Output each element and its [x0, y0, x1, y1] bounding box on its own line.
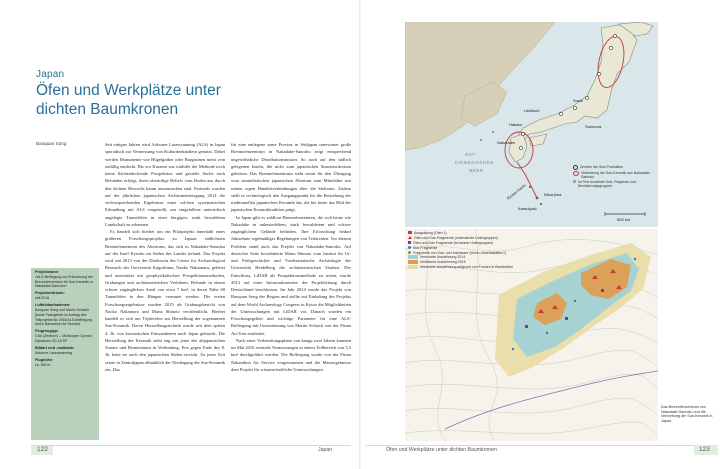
sea-label: OST- [465, 152, 478, 157]
footer-rule-left [31, 445, 351, 446]
project-info-item [35, 346, 96, 356]
paragraph: für eine entlegene arme Provinz in Südjapan unerwartet große Brennofenzentrum in Nakadake-Sanroku zeigt entsprechend ungewöhnliche Distributionsmuster. So auch auf den südlich gelegenen Inseln, die nicht zum japanischen Staatsterritorium gehörten. Das Brennofenzentrum steht somit für den Übergang vom zentralistischen japanischen Altertum zum Mittelalter mit seinen regen Handelsverbindungen über die Südroute. Zudem stellt es technologisch den Ausgangspunkt für die Entstehung der traditionellen japanischen Keramik dar, die bis heute das Bild der japanischen Keramiktradition prägt. [231, 142, 351, 213]
project-info-item [35, 329, 96, 343]
project-info-heading: Flughöhe: [35, 358, 54, 363]
island-chain-label: Ryukyu-Inseln [506, 183, 527, 201]
excavation-icon [408, 231, 412, 234]
legend-item: Verifizierte Ausdehnung 2015 [408, 260, 526, 264]
place-label: Kikai-jima [544, 192, 562, 197]
page-number-left: 122 [37, 446, 48, 453]
legend-item: Fragmente von Sue- und Irdenware (Wohn-/Arbeitsstätten?) [408, 251, 526, 255]
map-legend-bottom [408, 231, 526, 270]
triangle-marker-icon [408, 236, 412, 239]
project-info-heading: Flugzeugtyp: [35, 329, 59, 334]
section-kicker: Japan [36, 69, 65, 80]
legend-item: Zentren der Sue-Produktion [573, 165, 655, 170]
dot-marker-icon [408, 251, 411, 254]
paragraph: In Japan gibt es zahllose Brennofenzentren, die sich heute wie Nakadake in unbesiedeltem, stark bewaldetem und schwer zugänglichem Gelände befinden. Ihre Erforschung bedarf Jahrzehnte regelmäßiger Begehungen von Teilarealen. Vor diesem Problem stand auch das Projekt von Nakadake-Sanroku. Auf deutscher Seite koordinierte Maria Shinoto vom Institut für Ur- und Frühgeschichte und Vorderasiatische Archäologie der Universität Heidelberg die archäometrischen Studien. Der Entschluss, LiDAR als Prospektionsmethode zu testen, wurde 2013 auf einer Informationsreise der Projektleitung durch Deutschland beschlossen. Im Jahr 2014 wurde das Projekt von Baoquan Song der Region und stellte auf Einladung des Projekts auf dem World Archaeology Congress in Kyoto die Möglichkeiten der Untersuchungen mit LiDAR vor. Danach wurden ein Forschungsgebiet und wichtige Parameter für eine ALS-Befliegung mit Unterstützung von Martin Schaich von der Firma ArcTron erarbeitet. [231, 214, 351, 336]
legend-item: Öfen und Sue-Fragmente (benannte Untergruppen) [408, 241, 526, 245]
project-info-text: Baoquan Song und Martin Schaich (beide Fachgebiet im Auftrag des Teilprojekts bis 2018 ALS-Befliegung durch Nakanihon Air Service) [35, 308, 92, 327]
place-label: Kamuiyaki [518, 206, 537, 211]
swatch-2014 [408, 255, 418, 259]
place-label: Ushikubi [524, 108, 540, 113]
legend-item: Öfen und Sue-Fragmente (unbenannte Untergruppen) [408, 236, 526, 240]
place-label: Nakadake [497, 140, 516, 145]
paragraph: Es handelt sich hierbei um ein Pilotprojekt innerhalb eines größeren Forschungsprojekts zu Japans südlichsten Brennofenzentren des Altertums, das sich in Nakadake-Sanroku auf der Insel Kyushu im Süden des Landes befand. Das Projekt wird seit 2013 von der Direktorin des Center for Archaeological Research der Universität Kagoshima, Naoko Nakamura, geleitet und unterstützt mit geophysikalischen Prospektionsmethoden, Grabungen und archäometrischen Verfahren. Befunde in einem schwer zugänglichen Areal von etwa 7 km², in deren Nähe 60 Tunnelöfen in den Hängen vermutet werden. Die ersten Forschungsergebnisse wurden 2015 als Grabungsbericht von Naoko Nakamura und Maria Shinoto veröffentlicht. Hierbei handelt es sich um Töpferöfen zur Herstellung der sogenannten Sue-Keramik. Deren Herstellungstechnik wurde seit dem späten 4. Jh. von koreanischen Einwanderern nach Japan gebracht. Die Herstellung der Keramik steht eng mit jener des altjapanischen Staates und Beamtentum in Verbindung. Erst gegen Ende des 8. Jh. hatte sie auch den japanischen Süden erreicht. Zu jener Zeit setzte in Zentraljapan allmählich der Niedergang der Sue-Keramik ein. Das [105, 229, 225, 372]
sea-label: CHINESISCHES [455, 160, 494, 165]
legend-item: Vermutete Ausdehnung 2014 [408, 255, 526, 259]
project-info-box [31, 268, 99, 440]
project-info-heading: Projektzeitraum: [35, 291, 65, 296]
sea-label: MEER [469, 168, 484, 173]
page-number-right: 123 [699, 446, 710, 453]
square-marker-icon [408, 241, 411, 244]
place-label: Hakata [509, 122, 522, 127]
project-info-heading: Projektname: [35, 270, 60, 274]
legend-item: Im Text erwähnte Orte, Regionen und Bevölkerungsgruppen [573, 180, 655, 188]
running-head-right: Öfen und Werkplätze unter dichten Baumkronen [386, 447, 497, 453]
project-info-item [35, 291, 96, 301]
dot-marker-icon [408, 246, 411, 249]
project-info-text: seit 2016 [35, 296, 50, 301]
project-info-heading: Luftbildaufnahmen: [35, 303, 71, 308]
swatch-2015 [408, 260, 418, 264]
paragraph: Seit einigen Jahren wird Airborne Laserscanning (ALS) in Japan sporadisch zur Vermessung von Kulturdenkmälern genutzt. Dabei werden Monumente wie Hügelgräber oder Burgruinen meist rein zufällig entdeckt. Bis vor Kurzem war mithilfe der Methode noch keine flächendeckende Prospektion und gezielte Suche nach Befunden erfolgt, deren oberirdige Reliefs vom Boden aus durch den dichten Bewuchs kaum auszumachen sind. Erstmals wurden auf der jährlichen japanischen Archäometrietagung 2014 die vielversprechenden Ergebnisse einer solchen systematischen Erkundung mit ALS vorgestellt, um eingefallene unterirdisch angelegte Tunnelöfen in einer bergigen, stark bewaldeten Landschaft zu erkennen. [105, 142, 225, 227]
place-label: Sueki [573, 98, 584, 103]
project-info-text: »ALS-Befliegung zur Erforschung der Brennofenzentren für Sue-Keramik in Nakadake-Sanroku« [35, 275, 93, 289]
project-info-text: ca. 500 m [35, 363, 51, 368]
swatch-bachbetten [408, 265, 418, 269]
project-info-text: GIAI (Zentrum) – Multicopter Gyrotor Dynamics GD-16 SP [35, 334, 92, 343]
chapter-title: Öfen und Werkplätze unter dichten Baumkronen [36, 82, 221, 118]
legend-item: Sue-Fragmente [408, 246, 526, 250]
paragraph: Nach einer Vorbereitungsphase von knapp zwei Jahren konnten im Mai 2016 erstmals Vermessungen in einem Teilbereich von 5,3 km² durchgeführt werden. Die Befliegung wurde von der Firma Nakanihon Air Service vorgenommen und die Messergebnisse dem Projekt für wissenschaftliche Untersuchungen [231, 337, 351, 372]
map-legend-top [573, 165, 655, 189]
ellipse-icon [573, 171, 579, 176]
gutter [359, 0, 361, 469]
project-info-heading: Bildart und -maßstab: [35, 345, 75, 350]
legend-item: Vermutete Ausdehnung aufgrund von Funden in Bachbetten [408, 265, 526, 269]
circle-marker-icon [573, 165, 578, 170]
japan-map-graphic [405, 22, 658, 227]
dot-icon [573, 180, 576, 183]
nakadake-site-map [405, 229, 658, 441]
figure-caption: Das Brennofenzentrum von Nakadake-Sanroku und die Verbreitung der Sue-Keramik in Japan. [661, 405, 713, 423]
project-info-text: Airborne Laserscanning [35, 350, 72, 355]
project-info-item [35, 303, 96, 326]
project-info-item [35, 358, 96, 368]
text-column-1 [105, 141, 225, 373]
legend-item: Ausgrabung (Ofen 1) [408, 231, 526, 235]
place-label: Suemura [585, 124, 602, 129]
scale-label: 500 km [617, 217, 631, 222]
running-head-left: Japan [318, 447, 333, 453]
project-info-item [35, 270, 96, 289]
japan-overview-map [405, 22, 658, 227]
text-column-2 [231, 141, 351, 373]
legend-item: Verbreitung der Sue-Keramik aus Nakadake-Sanroku [573, 171, 655, 179]
author: Baoquan Song [36, 141, 67, 146]
footer-rule-right [366, 445, 716, 446]
